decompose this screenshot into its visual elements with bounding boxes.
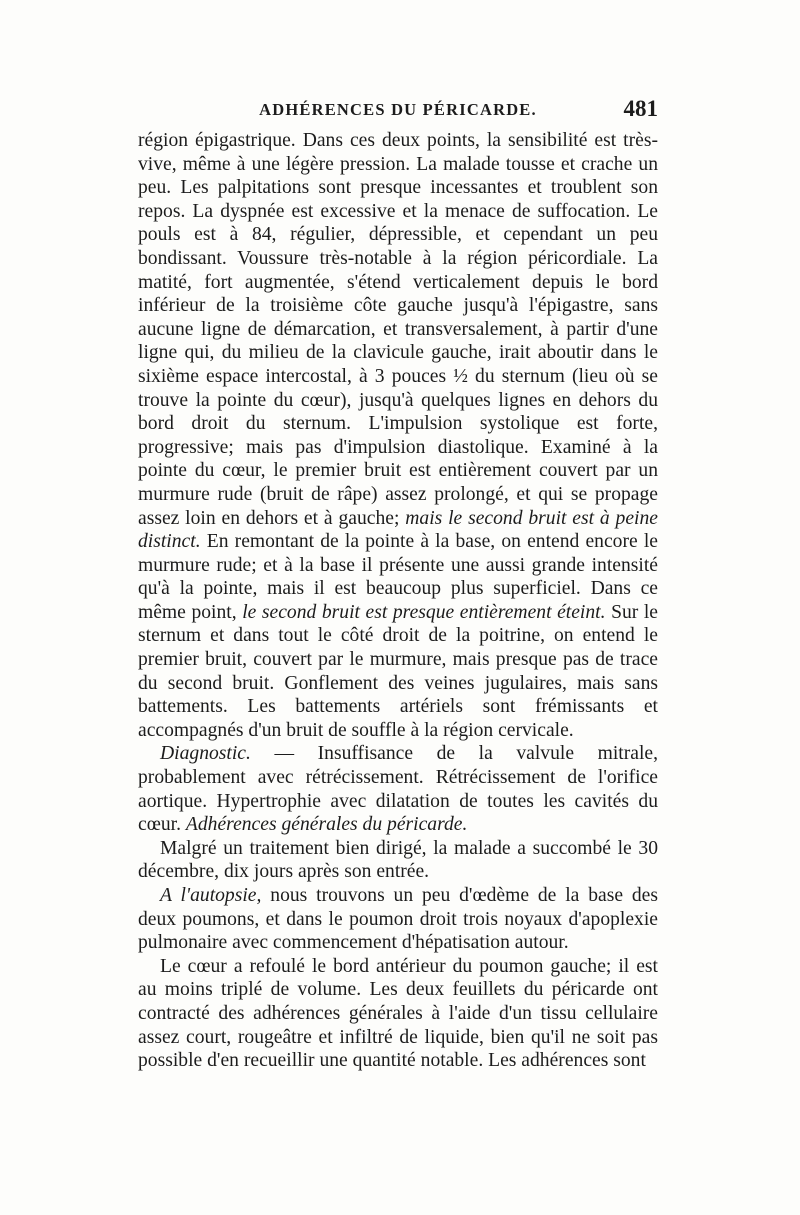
running-title: ADHÉRENCES DU PÉRICARDE.: [259, 100, 537, 119]
paragraph-autopsy: [138, 884, 658, 955]
paragraph-text: — Insuffisance de la valvule mitrale, probablement avec rétrécissement. Rétrécissement de l'orifice aortique. Hypertrophie avec dilatation de toutes les cavités du cœur.: [138, 743, 658, 836]
paragraph-text: Malgré un traitement bien dirigé, la malade a succombé le 30 décembre, dix jours après son entrée.: [138, 837, 658, 883]
paragraph-text: région épigastrique. Dans ces deux points, la sensibilité est très-vive, même à une légère pression. La malade tousse et crache un peu. Les palpitations sont presque incessantes et troublent son repos. La dyspnée est excessive et la menace de suffocation. Le pouls est à 84, régulier, dépressible, et cependant un peu bondissant. Voussure très-notable à la région péricordiale. La matité, fort augmentée, s'étend verticalement depuis le bord inférieur de la troisième côte gauche jusqu'à l'épigastre, sans aucune ligne de démarcation, et transversalement, à partir d'une ligne qui, du milieu de la clavicule gauche, irait aboutir dans le sixième espace intercostal, à 3 pouces ½ du sternum (lieu où se trouve la pointe du cœur), jusqu'à quelques lignes en dehors du bord droit du sternum. L'impulsion systolique est forte, progressive; mais pas d'impulsion diastolique. Examiné à la pointe du cœur, le premier bruit est entièrement couvert par un murmure rude (bruit de râpe) assez prolongé, et qui se propage assez loin en dehors et à gauche;: [138, 130, 658, 529]
paragraph-heart: [138, 955, 658, 1073]
paragraph-text: En remontant de la pointe à la base, on entend encore le murmure rude; et à la base il présente une aussi grande intensité qu'à la pointe, mais il est beaucoup plus superficiel. Dans ce même point,: [138, 531, 658, 623]
italic-phrase: mais le second bruit est à peine distinct.: [138, 507, 658, 553]
paragraph-diagnostic: [138, 742, 658, 836]
page-header: [138, 96, 658, 124]
paragraph-outcome: [138, 837, 658, 884]
body-text: [138, 129, 658, 1073]
paragraph-text: Le cœur a refoulé le bord antérieur du poumon gauche; il est au moins triplé de volume. Les deux feuillets du péricarde ont contracté des adhérences générales à l'aide d'un tissu cellulaire assez court, rougeâtre et infiltré de liquide, bien qu'il ne soit pas possible d'en recueillir une quantité notable. Les adhérences sont: [138, 955, 658, 1072]
page-number: 481: [623, 96, 658, 121]
italic-phrase: Adhérences générales du péricarde.: [185, 814, 468, 836]
paragraph-text: Sur le sternum et dans tout le côté droit de la poitrine, on entend le premier bruit, couvert par le murmure, mais presque pas de trace du second bruit. Gonflement des veines jugulaires, mais sans battements. Les battements artériels sont frémissants et accompagnés d'un bruit de souffle à la région cervicale.: [138, 601, 659, 741]
italic-phrase: le second bruit est presque entièrement éteint.: [242, 601, 606, 623]
paragraph-clinical-exam: [138, 129, 658, 742]
section-label: Diagnostic.: [160, 743, 251, 765]
section-label: A l'autopsie,: [160, 885, 262, 906]
paragraph-text: nous trouvons un peu d'œdème de la base des deux poumons, et dans le poumon droit trois noyaux d'apoplexie pulmonaire avec commencement d'hépatisation autour.: [138, 885, 658, 954]
